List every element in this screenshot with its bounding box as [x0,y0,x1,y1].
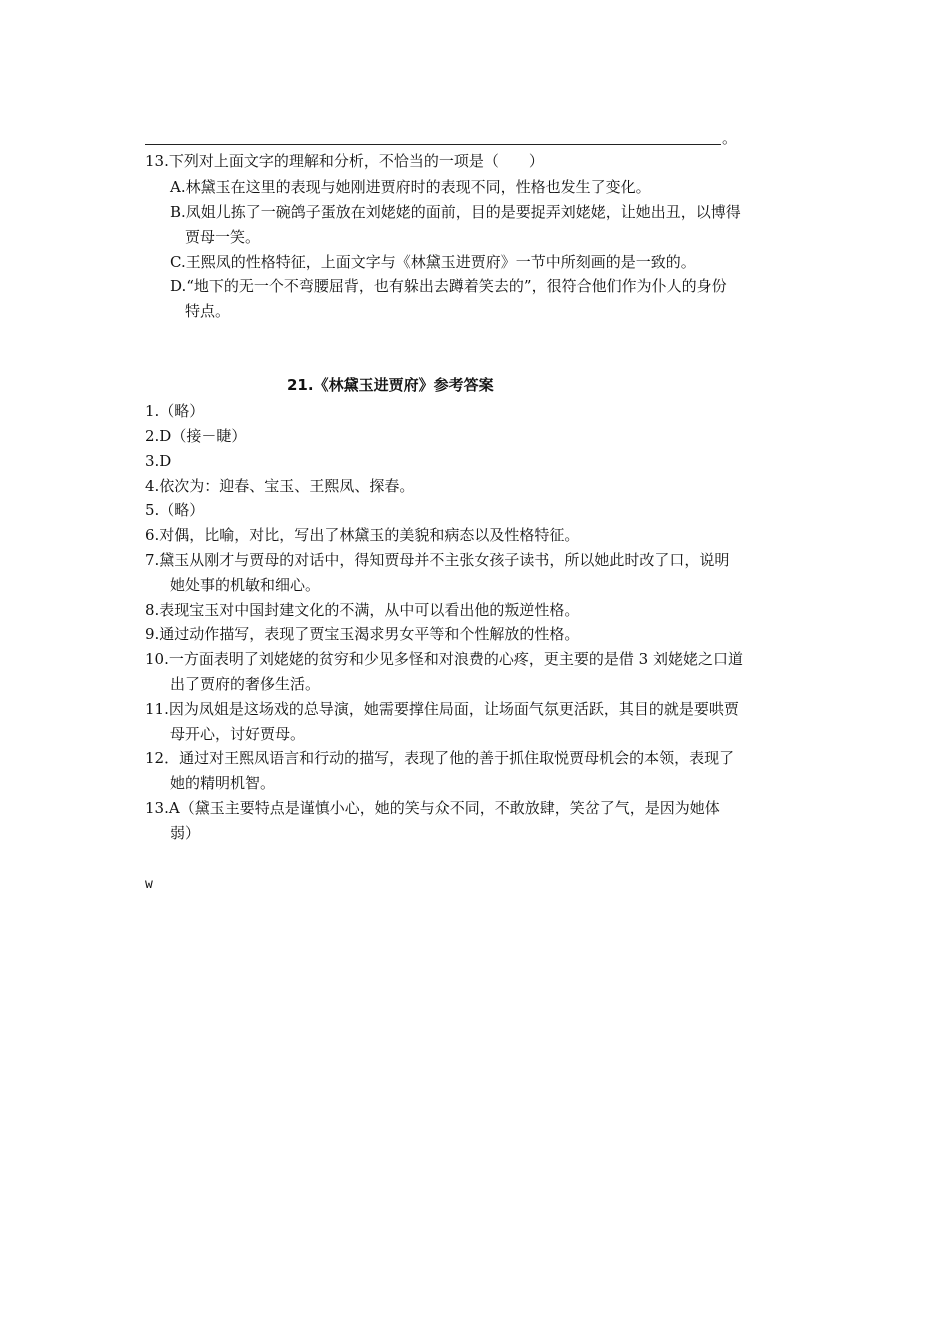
answer-item: 13.A（黛玉主要特点是谨慎小心，她的笑与众不同，不敢放肆，笑岔了气，是因为她体 [145,799,720,817]
blank-end-punctuation: 。 [722,129,738,147]
answer-item: 5.（略） [145,501,205,519]
answer-item: 12．通过对王熙凤语言和行动的描写，表现了他的善于抓住取悦贾母机会的本领，表现了 [145,749,735,767]
answer-item: 2.D（接－睫） [145,427,247,445]
answer-item: 8.表现宝玉对中国封建文化的不满，从中可以看出他的叛逆性格。 [145,601,580,619]
answers-heading: 21.《林黛玉进贾府》参考答案 [287,376,494,394]
option-d-continuation: 特点。 [185,302,231,320]
option-b: B.凤姐儿拣了一碗鸽子蛋放在刘姥姥的面前，目的是要捉弄刘姥姥，让她出丑，以博得 [170,203,741,221]
answer-item-continuation: 弱） [170,824,201,842]
question-stem: 13.下列对上面文字的理解和分析，不恰当的一项是（ ） [145,152,544,170]
answer-item: 6.对偶，比喻，对比，写出了林黛玉的美貌和病态以及性格特征。 [145,526,580,544]
answer-item-continuation: 出了贾府的奢侈生活。 [170,675,321,693]
answer-item: 10.一方面表明了刘姥姥的贫穷和少见多怪和对浪费的心疼，更主要的是借 3 刘姥姥之口道 [145,650,743,668]
option-d: D.“地下的无一个不弯腰屈背，也有躲出去蹲着笑去的”，很符合他们作为仆人的身份 [170,277,727,295]
option-a: A.林黛玉在这里的表现与她刚进贾府时的表现不同，性格也发生了变化。 [170,178,651,196]
footer-mark: w [145,877,153,892]
answer-item: 3.D [145,452,172,470]
answer-blank-line [145,144,721,145]
option-b-continuation: 贾母一笑。 [185,228,261,246]
option-c: C.王熙凤的性格特征，上面文字与《林黛玉进贾府》一节中所刻画的是一致的。 [170,253,696,271]
answer-item-continuation: 她的精明机智。 [170,774,276,792]
answer-item: 9.通过动作描写，表现了贾宝玉渴求男女平等和个性解放的性格。 [145,625,580,643]
answer-item: 11.因为凤姐是这场戏的总导演，她需要撑住局面，让场面气氛更活跃，其目的就是要哄贾 [145,700,739,718]
answer-item: 1.（略） [145,402,205,420]
answer-item-continuation: 她处事的机敏和细心。 [170,576,321,594]
answer-item: 7.黛玉从刚才与贾母的对话中，得知贾母并不主张女孩子读书，所以她此时改了口，说明 [145,551,730,569]
answer-item-continuation: 母开心，讨好贾母。 [170,725,306,743]
answer-item: 4.依次为：迎春、宝玉、王熙凤、探春。 [145,477,415,495]
